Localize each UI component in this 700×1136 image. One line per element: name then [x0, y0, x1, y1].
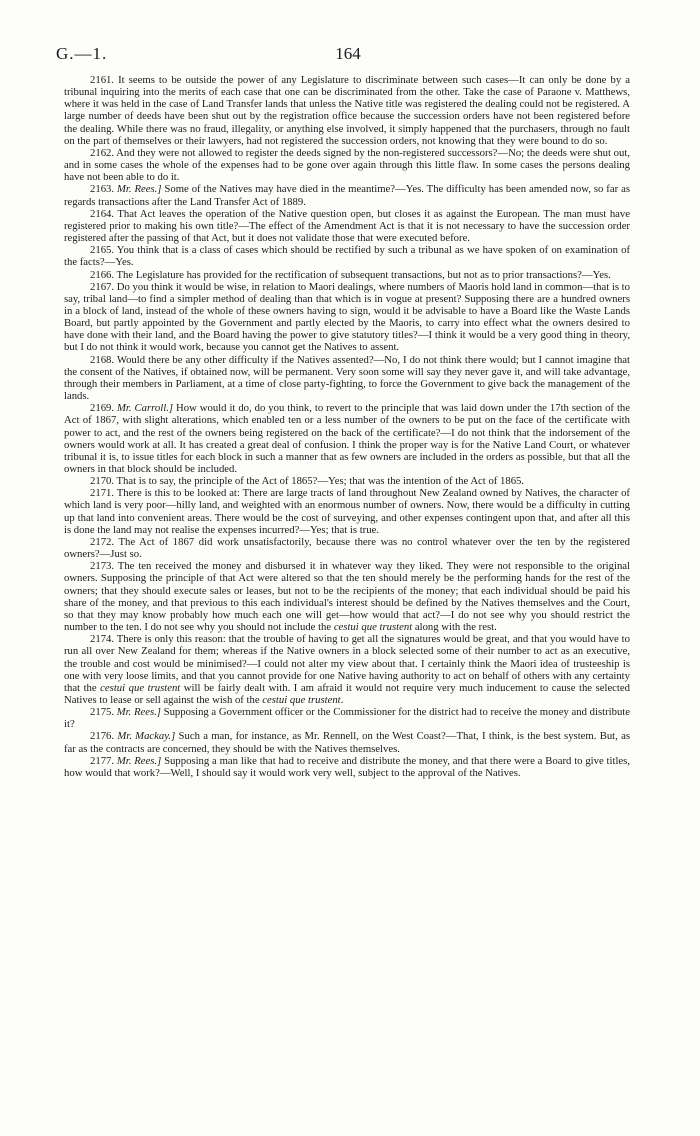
page-number: 164 — [335, 44, 361, 63]
evidence-paragraph — [64, 269, 630, 281]
evidence-paragraph — [64, 633, 630, 706]
paragraph-text: That Act leaves the operation of the Native question open, but closes it as against the European. The man must have registered prior to making his own title?—The effect of the Amendment Act is that it is not necessary to have the succession order registered after the passing of that Act, but it does not validate those that were executed before. — [64, 207, 630, 245]
evidence-paragraph — [64, 706, 630, 730]
evidence-paragraph — [64, 183, 630, 207]
paragraph-text-tail: along with the rest. — [412, 621, 497, 634]
question-number: 2166. — [90, 268, 115, 281]
question-number: 2177. — [90, 754, 115, 767]
page-header — [56, 44, 640, 68]
question-number: 2174. — [90, 633, 115, 646]
paragraph-text: It seems to be outside the power of any Legislature to discriminate between such cases—It can only be done by a tribunal inquiring into the merits of each case that one can be discriminated from the other. Take the case of Paraone v. Matthews, where it was held in the case of Land Transfer lands that unless the Native title was registered the dealing could not be registered. A large number of deeds have been shut out by the registration office because the succession orders have not been registered before the dealing. While there was no fraud, illegality, or anything else involved, it simply happened that the purchasers, through no fault on the part of themselves or their lawyers, had not registered the succession orders, not knowing that they were bound to do so. — [64, 74, 630, 147]
question-number: 2161. — [90, 74, 115, 86]
paragraph-text: That is to say, the principle of the Act of 1865?—Yes; that was the intention of the Act of 1865. — [116, 475, 525, 488]
paragraph-text: The Act of 1867 did work unsatisfactorily, because there was no control whatever over the ten by the registered owners?—Just so. — [64, 535, 630, 561]
evidence-paragraph — [64, 402, 630, 475]
question-number: 2172. — [90, 535, 115, 548]
speaker-name: Mr. Rees.] — [116, 754, 162, 767]
question-number: 2165. — [90, 244, 115, 257]
paragraph-text: And they were not allowed to register the deeds signed by the non-registered successors?—No; the deeds were shut out, and in some cases the whole of the expenses had to be gone over again through this little flaw. In some cases the persons dealing have not been able to do it. — [64, 146, 630, 184]
paragraph-text: Supposing a man like that had to receive and distribute the money, and that there were a Board to give titles, how would that work?—Well, I should say it would work very well, subject to the approval of the Natives. — [64, 754, 631, 779]
paragraph-text: You think that is a class of cases which should be rectified by such a tribunal as we have spoken of on examination of the facts?—Yes. — [64, 244, 631, 269]
evidence-paragraph — [64, 536, 630, 560]
latin-term: cestui que trustent — [333, 621, 413, 634]
speaker-name: Mr. Carroll.] — [117, 402, 174, 415]
question-number: 2168. — [90, 353, 115, 366]
evidence-paragraph — [64, 475, 630, 487]
question-number: 2164. — [90, 207, 115, 220]
question-number: 2176. — [90, 730, 115, 743]
evidence-paragraph — [64, 147, 630, 183]
paragraph-text: Some of the Natives may have died in the meantime?—Yes. The difficulty has been amended now, so far as regards transactions after the Land Transfer Act of 1889. — [64, 183, 631, 208]
evidence-paragraph — [64, 281, 630, 354]
question-number: 2173. — [90, 560, 115, 573]
section-reference: G.—1. — [56, 44, 108, 63]
question-number: 2171. — [90, 487, 115, 500]
paragraph-text: How would it do, do you think, to revert to the principle that was laid down under the 17th section of the Act of 1867, with slight alterations, which enabled ten or a less number of the owners to be put on the face of the certificate with power to act, and the rest of the owners being registered on the back of the certificate?—I do not think that the indorsement of the owners would work at all. It has created a great deal of confusion. I think the proper way is for the Native Land Court, or whatever tribunal it is, to issue titles for each block in such a manner that as few owners are included in the orders as possible, but that all the owners in that block should be included. — [64, 402, 631, 475]
evidence-paragraph — [64, 730, 630, 754]
question-number: 2175. — [90, 706, 115, 719]
paragraph-text: Supposing a Government officer or the Commissioner for the district had to receive the money and distribute it? — [64, 706, 631, 731]
paragraph-text: The Legislature has provided for the rectification of subsequent transactions, but not as to prior transactions?—Yes. — [116, 268, 611, 281]
paragraph-text: Would there be any other difficulty if the Natives assented?—No, I do not think there would; but I cannot imagine that the consent of the Natives, if obtained now, will be permanent. Very soon some will say they never gave it, and will take advantage, through their members in Parliament, at a time of close party-fighting, to force the Government to give back the management of the lands. — [64, 353, 631, 403]
question-number: 2167. — [90, 280, 115, 293]
latin-term: cestui que trustent — [100, 681, 181, 694]
question-number: 2163. — [90, 183, 115, 196]
speaker-name: Mr. Rees.] — [116, 183, 162, 196]
evidence-paragraph — [64, 560, 630, 633]
evidence-paragraph — [64, 487, 630, 536]
evidence-paragraph — [64, 74, 630, 147]
question-number: 2169. — [90, 402, 115, 415]
speaker-name: Mr. Rees.] — [116, 706, 161, 719]
paragraph-text: The ten received the money and disbursed it in whatever way they liked. They were not responsible to the original owners. Supposing the principle of that Act were altered so that the ten should merely be the performing hands for the rest of the owners; that they should execute sales or leases, but not to be the recipients of the money; that each individual should be paid his share of the money, and that previous to this each individual's interest should be defined by the Natives themselves and the Court, so that they may know probably how much each one will get—how would that act?—I do not see why you should restrict the number to the ten. I do not see why you should not include the — [64, 560, 631, 634]
paragraph-text-tail: will be fairly dealt with. I am afraid it would not require very much inducement to cause the selected Natives to lease or sell against the wish of the — [64, 681, 630, 706]
evidence-paragraph — [64, 244, 630, 268]
question-number: 2170. — [90, 475, 115, 488]
evidence-paragraph — [64, 354, 630, 403]
speaker-name: Mr. Mackay.] — [117, 730, 176, 743]
paragraph-text: There is only this reason: that the trouble of having to get all the signatures would be great, and that you would have to run all over New Zealand for them; whereas if the Native owners in a block selected some of their number to act as an executive, the trouble and cost would be minimised?—I could not alter my view about that. I certainly think the Maori idea of trusteeship is one with very loose limits, and that you cannot provide for one Native having authority to act on behalf of others with any certainty that the — [64, 633, 630, 694]
paragraph-text: Do you think it would be wise, in relation to Maori dealings, where numbers of Maoris hold land in common—that is to say, tribal land—to find a simpler method of dealing than that which is in vogue at present? Supposing there are a hundred owners in a block of land, instead of the whole of these owners having to sign, would it be advisable to have a Board like the Waste Lands Board, but partly appointed by the Government and partly elected by the Maoris, to carry into effect what the owners desired to have done with their land, and the Board having the power to give statutory titles?—I think it would be a very good thing in theory, but I do not think it would work, because you cannot get the Natives to assent. — [64, 280, 630, 354]
evidence-body — [64, 74, 630, 779]
latin-term: cestui que trustent — [262, 693, 341, 706]
evidence-paragraph — [64, 208, 630, 244]
evidence-paragraph — [64, 755, 630, 779]
paragraph-text-tail: . — [340, 693, 344, 706]
question-number: 2162. — [90, 146, 115, 159]
paragraph-text: Such a man, for instance, as Mr. Rennell, on the West Coast?—That, I think, is the best system. But, as far as the contracts are concerned, they should be with the Natives themselves. — [64, 730, 631, 755]
paragraph-text: There is this to be looked at: There are large tracts of land throughout New Zealand owned by Natives, the character of which land is very poor—hilly land, and weighted with an enormous number of owners. Now, there would be a difficulty in cutting up that land into convenient areas. There would be the cost of surveying, and other expenses contingent upon that, and after all this is done the land may not realise the expenses incurred?—Yes; that is true. — [64, 487, 630, 536]
